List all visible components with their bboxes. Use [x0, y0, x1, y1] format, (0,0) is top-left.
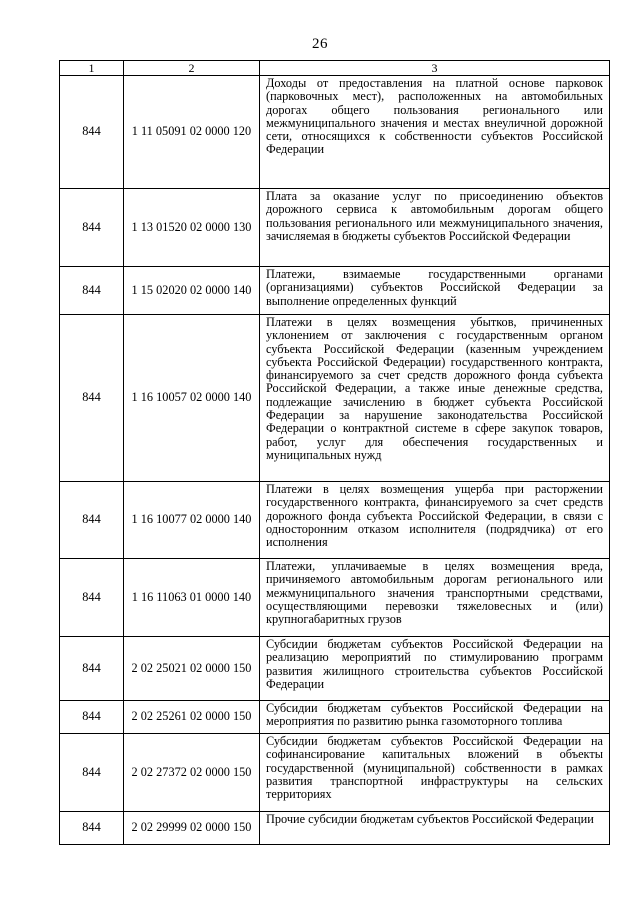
admin-code-cell: 844	[60, 482, 124, 559]
revenue-code-cell: 1 16 11063 01 0000 140	[124, 559, 260, 637]
revenue-name-cell: Плата за оказание услуг по присоединению объектов дорожного сервиса к автомобильным дорогам общего пользования регионального или межмуниципального значения, зачисляемая в бюджеты субъектов Российской Федерации	[260, 189, 610, 267]
table-row	[60, 812, 610, 845]
table-row	[60, 734, 610, 812]
revenue-name-cell: Платежи в целях возмещения убытков, причиненных уклонением от заключения с государственным органом субъекта Российской Федерации (казенным учреждением субъекта Российской Федерации) государственного контракта, финансируемого за счет средств дорожного фонда субъекта Российской Федерации, а также иные денежные средства, подлежащие зачислению в бюджет субъекта Российской Федерации за нарушение законодательства Российской Федерации о контрактной системе в сфере закупок товаров, работ, услуг для обеспечения государственных и муниципальных нужд	[260, 315, 610, 482]
revenue-name-cell: Субсидии бюджетам субъектов Российской Федерации на реализацию мероприятий по стимулированию программ развития жилищного строительства субъектов Российской Федерации	[260, 637, 610, 701]
admin-code-cell: 844	[60, 315, 124, 482]
revenue-name-cell: Субсидии бюджетам субъектов Российской Федерации на мероприятия по развитию рынка газомоторного топлива	[260, 701, 610, 734]
table-row	[60, 637, 610, 701]
admin-code-cell: 844	[60, 812, 124, 845]
revenue-name-cell: Платежи, уплачиваемые в целях возмещения вреда, причиняемого автомобильным дорогам регионального или межмуниципального значения транспортными средствами, осуществляющими перевозки тяжеловесных и (или) крупногабаритных грузов	[260, 559, 610, 637]
revenue-code-cell: 2 02 29999 02 0000 150	[124, 812, 260, 845]
admin-code-cell: 844	[60, 701, 124, 734]
revenue-code-cell: 2 02 25021 02 0000 150	[124, 637, 260, 701]
header-col-1: 1	[60, 61, 124, 76]
revenue-code-cell: 1 16 10057 02 0000 140	[124, 315, 260, 482]
revenue-code-cell: 1 16 10077 02 0000 140	[124, 482, 260, 559]
revenue-code-cell: 1 11 05091 02 0000 120	[124, 76, 260, 189]
page-number: 26	[312, 36, 328, 52]
admin-code-cell: 844	[60, 76, 124, 189]
admin-code-cell: 844	[60, 189, 124, 267]
admin-code-cell: 844	[60, 267, 124, 315]
admin-code-cell: 844	[60, 637, 124, 701]
revenue-code-cell: 1 13 01520 02 0000 130	[124, 189, 260, 267]
revenue-name-cell: Платежи, взимаемые государственными органами (организациями) субъектов Российской Федерации за выполнение определенных функций	[260, 267, 610, 315]
budget-revenue-table	[59, 60, 610, 845]
revenue-name-cell: Субсидии бюджетам субъектов Российской Федерации на софинансирование капитальных вложений в объекты государственной (муниципальной) собственности в рамках развития транспортной инфраструктуры на сельских территориях	[260, 734, 610, 812]
table-row	[60, 76, 610, 189]
header-col-3: 3	[260, 61, 610, 76]
table-row	[60, 482, 610, 559]
table-header-row	[60, 61, 610, 76]
revenue-code-cell: 1 15 02020 02 0000 140	[124, 267, 260, 315]
revenue-name-cell: Прочие субсидии бюджетам субъектов Российской Федерации	[260, 812, 610, 845]
admin-code-cell: 844	[60, 559, 124, 637]
revenue-code-cell: 2 02 27372 02 0000 150	[124, 734, 260, 812]
revenue-code-cell: 2 02 25261 02 0000 150	[124, 701, 260, 734]
table-row	[60, 189, 610, 267]
revenue-name-cell: Доходы от предоставления на платной основе парковок (парковочных мест), расположенных на автомобильных дорогах общего пользования регионального или межмуниципального значения и местах внеуличной дорожной сети, относящихся к собственности субъектов Российской Федерации	[260, 76, 610, 189]
table-row	[60, 701, 610, 734]
revenue-name-cell: Платежи в целях возмещения ущерба при расторжении государственного контракта, финансируемого за счет средств дорожного фонда субъекта Российской Федерации, в связи с односторонним отказом исполнителя (подрядчика) от его исполнения	[260, 482, 610, 559]
table-row	[60, 267, 610, 315]
header-col-2: 2	[124, 61, 260, 76]
table-row	[60, 315, 610, 482]
admin-code-cell: 844	[60, 734, 124, 812]
table-row	[60, 559, 610, 637]
